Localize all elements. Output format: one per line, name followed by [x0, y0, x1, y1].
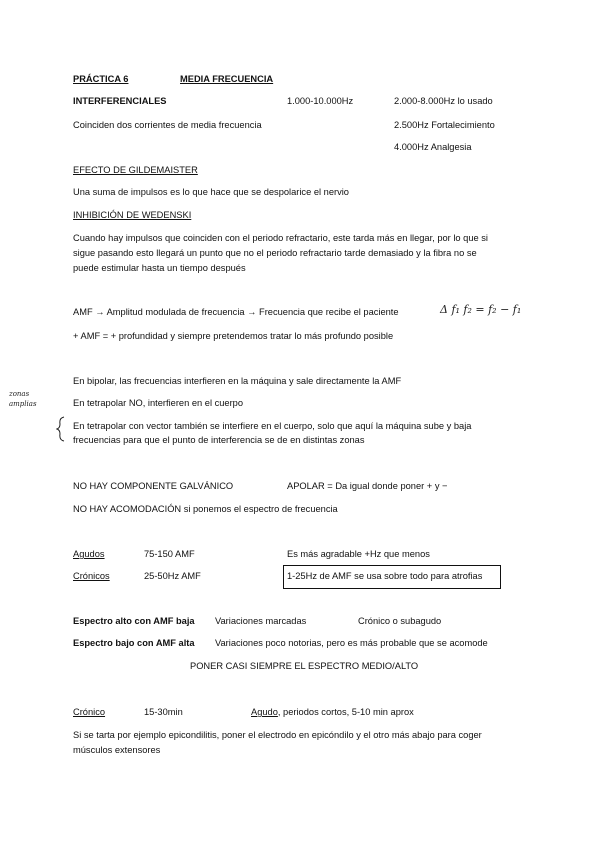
wedenski-line-1: Cuando hay impulsos que coinciden con el periodo refractario, este tarda más en llegar, por lo que si	[73, 233, 488, 243]
epicondilitis-line-2: músculos extensores	[73, 745, 161, 755]
amf-depth: + AMF = + profundidad y siempre pretendemos tratar lo más profundo posible	[73, 331, 394, 341]
wedenski-heading: INHIBICIÓN DE WEDENSKI	[73, 210, 192, 220]
analgesia-text: 4.000Hz Analgesia	[394, 142, 472, 152]
vector-line-2: frecuencias para que el punto de interferencia se de en distintas zonas	[73, 435, 365, 445]
espectro-alto-type: Crónico o subagudo	[358, 616, 442, 626]
agudos-note: Es más agradable +Hz que menos	[287, 549, 430, 559]
coinciden-text: Coinciden dos corrientes de media frecuencia	[73, 120, 262, 130]
espectro-alto-label: Espectro alto con AMF baja	[73, 616, 195, 626]
page-subtitle: MEDIA FRECUENCIA	[180, 74, 274, 84]
gildemaister-text: Una suma de impulsos es lo que hace que se despolarice el nervio	[73, 187, 349, 197]
apolar-text: APOLAR = Da igual donde poner + y −	[287, 481, 448, 491]
interferenciales-label: INTERFERENCIALES	[73, 96, 167, 106]
amf-definition: AMF → Amplitud modulada de frecuencia → Frecuencia que recibe el paciente	[73, 307, 399, 317]
wedenski-line-3: puede estimular hasta un tiempo después	[73, 263, 246, 273]
agudos-range: 75-150 AMF	[144, 549, 195, 559]
bipolar-text: En bipolar, las frecuencias interfieren en la máquina y sale directamente la AMF	[73, 376, 402, 386]
cronicos-note: 1-25Hz de AMF se usa sobre todo para atrofias	[287, 571, 483, 581]
galvanico-text: NO HAY COMPONENTE GALVÁNICO	[73, 481, 234, 491]
tetrapolar-text: En tetrapolar NO, interfieren en el cuerpo	[73, 398, 244, 408]
margin-note-2: amplias	[9, 400, 37, 408]
agudo-label: Agudo	[251, 707, 278, 717]
acomodacion-text: NO HAY ACOMODACIÓN si ponemos el espectro de frecuencia	[73, 504, 338, 514]
page-title: PRÁCTICA 6	[73, 74, 129, 84]
cronicos-range: 25-50Hz AMF	[144, 571, 201, 581]
margin-note-1: zonas	[9, 390, 30, 398]
cronico-label: Crónico	[73, 707, 106, 717]
gildemaister-heading: EFECTO DE GILDEMAISTER	[73, 165, 198, 175]
agudos-label: Agudos	[73, 549, 105, 559]
interferenciales-range: 1.000-10.000Hz	[287, 96, 354, 106]
espectro-bajo-label: Espectro bajo con AMF alta	[73, 638, 195, 648]
epicondilitis-line-1: Si se tarta por ejemplo epicondilitis, poner el electrodo en epicóndilo y el otro más abajo para coger	[73, 730, 482, 740]
wedenski-line-2: sigue pasando esto llegará un punto que no el periodo refractario tarde demasiado y la fibra no se	[73, 248, 477, 258]
handwritten-formula: Δ f₁ f₂ = f₂ − f₁	[440, 303, 522, 316]
espectro-bajo-desc: Variaciones poco notorias, pero es más probable que se acomode	[215, 638, 488, 648]
cronico-time: 15-30min	[144, 707, 183, 717]
cronicos-label: Crónicos	[73, 571, 110, 581]
fortalecimiento-text: 2.500Hz Fortalecimiento	[394, 120, 495, 130]
espectro-center-note: PONER CASI SIEMPRE EL ESPECTRO MEDIO/ALTO	[190, 661, 419, 671]
vector-line-1: En tetrapolar con vector también se interfiere en el cuerpo, solo que aquí la máquina sube y baja	[73, 421, 472, 431]
margin-brace-icon	[56, 416, 66, 442]
interferenciales-used: 2.000-8.000Hz lo usado	[394, 96, 493, 106]
espectro-alto-desc: Variaciones marcadas	[215, 616, 307, 626]
agudo-desc: , periodos cortos, 5-10 min aprox	[277, 707, 414, 717]
